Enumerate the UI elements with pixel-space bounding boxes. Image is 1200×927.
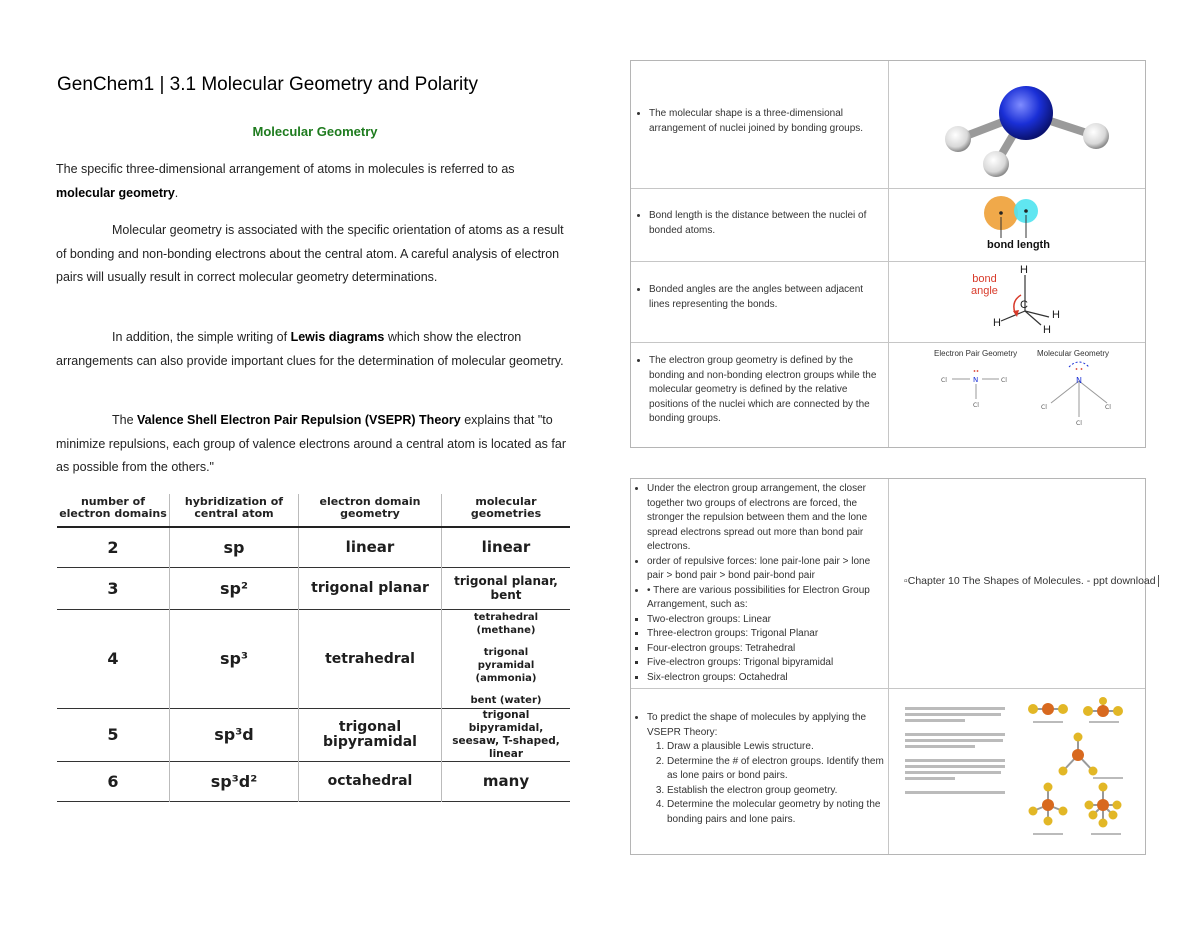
list-item: ▪ Six-electron groups: Octahedral xyxy=(647,671,887,686)
bond-word: bond xyxy=(972,273,997,285)
svg-text:Cl: Cl xyxy=(973,402,979,409)
p1-text: The specific three-dimensional arrangement of atoms in molecules is referred to as xyxy=(56,162,515,176)
header-molecular-geometries: molecular geometries xyxy=(442,494,571,527)
header-electron-domains: number of electron domains xyxy=(59,495,167,520)
list-item: 2. Determine the # of electron groups. Identify them as lone pairs or bond pairs. xyxy=(667,755,887,784)
svg-text:Cl: Cl xyxy=(1041,404,1047,411)
paragraph-orientation xyxy=(56,219,576,290)
cell-domain-geometry: tetrahedral xyxy=(299,609,442,708)
vsepr-table xyxy=(57,494,570,802)
svg-text:N: N xyxy=(973,376,979,384)
vsepr-steps-text xyxy=(635,711,887,827)
vsepr-slide-image xyxy=(903,697,1139,852)
svg-text:Cl: Cl xyxy=(1105,404,1111,411)
list-item: • Bonded angles are the angles between adjacent lines representing the bonds. xyxy=(649,283,883,312)
header-hybridization: hybridization of central atom xyxy=(170,494,299,527)
concept-panel-1 xyxy=(630,60,1146,448)
geometry-water: bent (water) xyxy=(470,694,542,706)
list-item: • order of repulsive forces: lone pair-lone pair > lone pair > bond pair > bond pair-bond pair xyxy=(647,555,887,584)
bond-angle-text xyxy=(637,283,883,312)
molecular-geometry-image xyxy=(1039,359,1119,439)
paragraph-lewis xyxy=(56,326,576,373)
lewis-structure-image xyxy=(937,363,1017,413)
header-domain-geometry: electron domain geometry xyxy=(299,494,442,527)
list-item: • • There are various possibilities for Electron Group Arrangement, such as: xyxy=(647,584,887,613)
table-row xyxy=(57,609,570,708)
table-row xyxy=(57,567,570,609)
table-row xyxy=(57,761,570,801)
geometry-methane: tetrahedral (methane) xyxy=(473,611,539,636)
cell-molecular-geometry: linear xyxy=(442,527,571,567)
page-title: GenChem1 | 3.1 Molecular Geometry and Polarity xyxy=(57,74,479,95)
electron-pair-caption: Electron Pair Geometry xyxy=(934,349,1018,358)
cell-domains: 5 xyxy=(107,725,119,744)
list-item: • Under the electron group arrangement, the closer together two groups of electrons are forced, the stronger the repulsion between them and the lone spread electrons spread out more than bond pair electrons. xyxy=(647,482,887,555)
p4-end: explains that "to minimize repulsions, each group of valence electrons around a central atom is located as far as possible from the others." xyxy=(56,413,566,474)
list-item: • The electron group geometry is defined by the bonding and non-bonding electron groups while the molecular geometry is defined by the relative positions of the nuclei which are connected by the bonding groups. xyxy=(649,354,883,427)
cell-hybridization: sp xyxy=(170,527,299,567)
svg-text:N: N xyxy=(1076,376,1082,385)
p4-text: The xyxy=(112,413,138,427)
repulsion-text xyxy=(635,482,887,685)
p3-bold: Lewis diagrams xyxy=(290,330,385,344)
ammonia-model-image xyxy=(931,71,1111,181)
broken-image-icon: ▫ xyxy=(904,575,908,587)
p1-end: . xyxy=(174,185,179,200)
molecular-geometry-caption: Molecular Geometry xyxy=(1037,349,1110,358)
list-item: • Bond length is the distance between the nuclei of bonded atoms. xyxy=(649,209,883,238)
atom-h-left: H xyxy=(993,317,1001,329)
atom-c: C xyxy=(1020,299,1028,311)
atom-h-right: H xyxy=(1052,309,1060,321)
p4-bold: Valence Shell Electron Pair Repulsion (VSEPR) Theory xyxy=(137,413,461,427)
cell-domain-geometry: trigonal bipyramidal xyxy=(299,708,442,761)
p2-text: Molecular geometry is associated with the specific orientation of atoms as a result of bonding and non-bonding electrons about the central atom. A careful analysis of electron pairs will usually result in correct molecular geometry determinations. xyxy=(56,223,564,284)
cell-hybridization: sp² xyxy=(170,567,299,609)
cell-domain-geometry: linear xyxy=(299,527,442,567)
list-item: ▪ Five-electron groups: Trigonal bipyramidal xyxy=(647,656,887,671)
list-item: • The molecular shape is a three-dimensional arrangement of nuclei joined by bonding groups. xyxy=(649,107,883,136)
cell-domains: 4 xyxy=(107,649,119,668)
angle-word: angle xyxy=(971,285,998,297)
cell-molecular-geometry: many xyxy=(442,761,571,801)
image-alt-text: Chapter 10 The Shapes of Molecules. - ppt download xyxy=(907,575,1156,587)
table-header-row xyxy=(57,494,570,527)
geometry-ammonia: trigonal pyramidal (ammonia) xyxy=(475,646,537,684)
atom-h-top: H xyxy=(1020,264,1028,276)
list-item: 1. Draw a plausible Lewis structure. xyxy=(667,740,887,755)
concept-panel-2 xyxy=(630,478,1146,855)
list-item: ▪ Four-electron groups: Tetrahedral xyxy=(647,642,887,657)
cell-domain-geometry: octahedral xyxy=(299,761,442,801)
list-item: • To predict the shape of molecules by applying the VSEPR Theory: xyxy=(647,711,887,740)
cell-domain-geometry: trigonal planar xyxy=(299,567,442,609)
cell-hybridization: sp³ xyxy=(170,609,299,708)
steps-list xyxy=(635,740,887,827)
svg-text:Cl: Cl xyxy=(1001,377,1007,384)
cell-domains: 6 xyxy=(107,771,119,791)
paragraph-vsepr xyxy=(56,409,576,480)
cell-molecular-geometry xyxy=(442,609,571,708)
cell-domains: 2 xyxy=(107,537,119,557)
list-item: 4. Determine the molecular geometry by noting the bonding pairs and lone pairs. xyxy=(667,798,887,827)
cell-molecular-geometry: trigonal planar, bent xyxy=(442,567,571,609)
table-row xyxy=(57,527,570,567)
molecular-shape-text xyxy=(637,107,883,136)
arrangement-list xyxy=(635,613,887,686)
cell-domains: 3 xyxy=(107,578,119,598)
cell-hybridization: sp³d xyxy=(170,708,299,761)
bond-length-label: bond length xyxy=(987,239,1050,251)
section-heading: Molecular Geometry xyxy=(252,124,378,139)
cell-molecular-geometry: trigonal bipyramidal, seesaw, T-shaped, linear xyxy=(442,708,571,761)
p1-bold: molecular geometry xyxy=(56,185,175,200)
list-item: ▪ Two-electron groups: Linear xyxy=(647,613,887,628)
p3-end: which show the electron arrangements can also provide important clues for the determination of molecular geometry. xyxy=(56,330,564,368)
atom-h-bottom: H xyxy=(1043,324,1051,336)
paragraph-definition xyxy=(56,158,576,205)
list-item: ▪ Three-electron groups: Trigonal Planar xyxy=(647,627,887,642)
list-item: 3. Establish the electron group geometry. xyxy=(667,784,887,799)
cell-hybridization: sp³d² xyxy=(170,761,299,801)
table-row xyxy=(57,708,570,761)
bond-length-text xyxy=(637,209,883,238)
electron-group-text xyxy=(637,354,883,427)
broken-image-link[interactable] xyxy=(904,575,1159,587)
p3-text: In addition, the simple writing of xyxy=(112,330,291,344)
svg-text:Cl: Cl xyxy=(1076,420,1082,427)
svg-text:Cl: Cl xyxy=(941,377,947,384)
